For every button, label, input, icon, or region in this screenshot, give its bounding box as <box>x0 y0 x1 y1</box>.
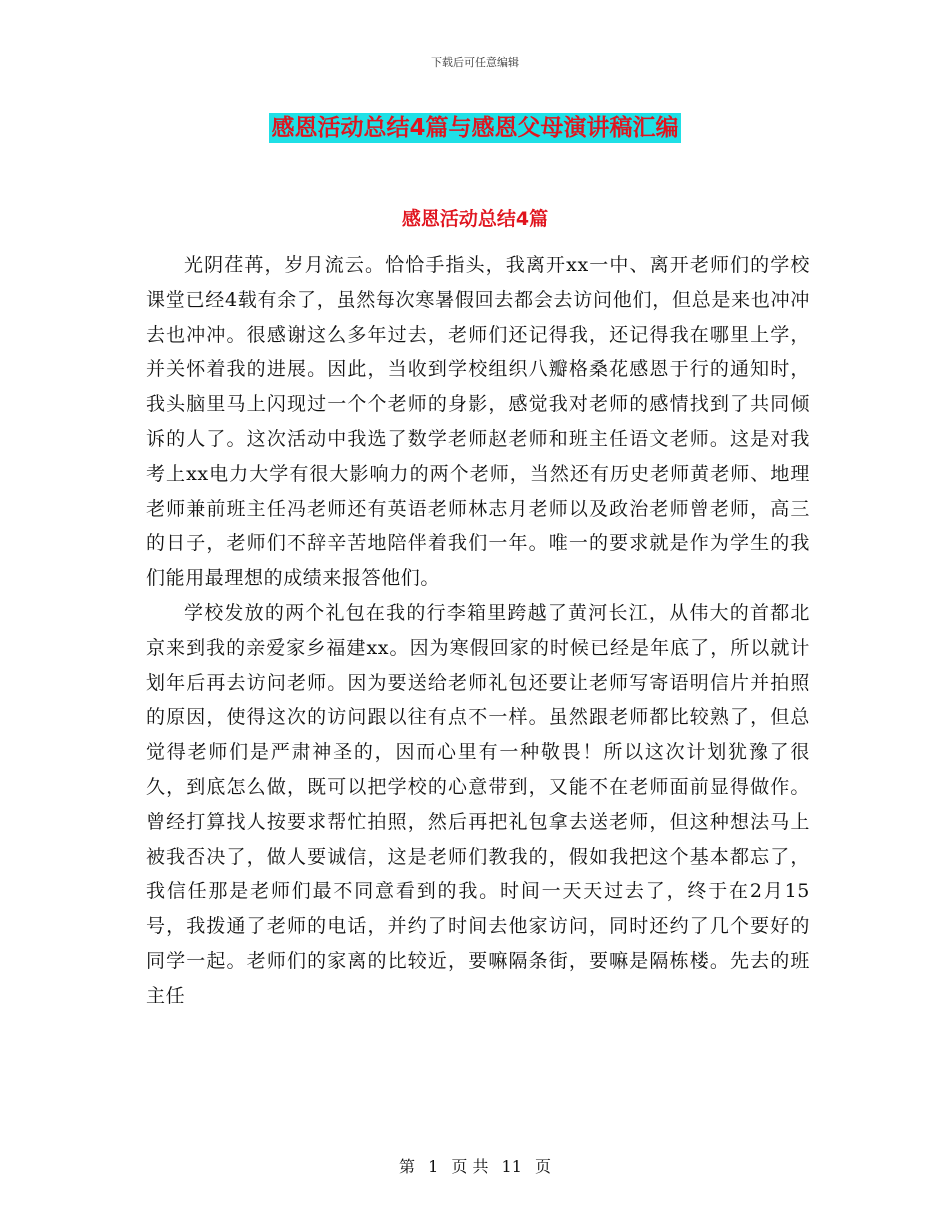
document-body <box>146 248 810 1014</box>
paragraph-2: 学校发放的两个礼包在我的行李箱里跨越了黄河长江，从伟大的首都北京来到我的亲爱家乡福建xx。因为寒假回家的时候已经是年底了，所以就计划年后再去访问老师。因为要送给老师礼包还要让老师写寄语明信片并拍照的原因，使得这次的访问跟以往有点不一样。虽然跟老师都比较熟了，但总觉得老师们是严肃神圣的，因而心里有一种敬畏！所以这次计划犹豫了很久，到底怎么做，既可以把学校的心意带到，又能不在老师面前显得做作。曾经打算找人按要求帮忙拍照，然后再把礼包拿去送老师，但这种想法马上被我否决了，做人要诚信，这是老师们教我的，假如我把这个基本都忘了，我信任那是老师们最不同意看到的我。时间一天天过去了，终于在2月15号，我拨通了老师的电话，并约了时间去他家访问，同时还约了几个要好的同学一起。老师们的家离的比较近，要嘛隔条街，要嘛是隔栋楼。先去的班主任 <box>146 601 810 1007</box>
paragraph-1: 光阴荏苒，岁月流云。恰恰手指头，我离开xx一中、离开老师们的学校课堂已经4载有余了，虽然每次寒暑假回去都会去访问他们，但总是来也冲冲去也冲冲。很感谢这么多年过去，老师们还记得我，还记得我在哪里上学，并关怀着我的进展。因此，当收到学校组织八瓣格桑花感恩于行的通知时，我头脑里马上闪现过一个个老师的身影，感觉我对老师的感情找到了共同倾诉的人了。这次活动中我选了数学老师赵老师和班主任语文老师。这是对我考上xx电力大学有很大影响力的两个老师，当然还有历史老师黄老师、地理老师兼前班主任冯老师还有英语老师林志月老师以及政治老师曾老师，高三的日子，老师们不辞辛苦地陪伴着我们一年。唯一的要求就是作为学生的我们能用最理想的成绩来报答他们。 <box>146 254 810 590</box>
document-title: 感恩活动总结4篇与感恩父母演讲稿汇编 <box>271 115 679 141</box>
current-page-number: 1 <box>428 1157 439 1176</box>
header-note: 下载后可任意编辑 <box>431 56 519 69</box>
footer-prefix: 第 <box>398 1157 415 1176</box>
total-pages: 11 <box>501 1157 522 1176</box>
main-title-wrap <box>0 113 950 143</box>
page-footer <box>0 1154 950 1177</box>
section-title: 感恩活动总结4篇 <box>401 208 549 230</box>
footer-mid: 页 共 <box>451 1157 489 1176</box>
footer-suffix: 页 <box>535 1157 552 1176</box>
